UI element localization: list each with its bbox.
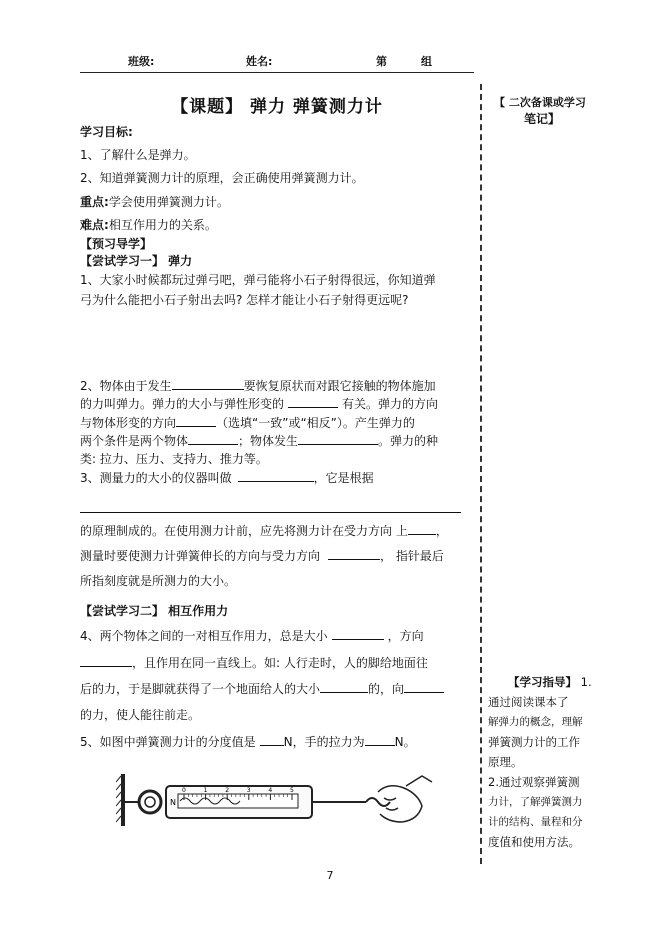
study-guide: [488, 672, 596, 852]
q4-line4: 的力，使人能往前走。: [80, 708, 201, 722]
difficulty: [80, 217, 474, 233]
key-label: 重点:: [80, 195, 109, 209]
blank[interactable]: [80, 655, 132, 667]
q2-line1: 2、物体由于发生 要恢复原状而对跟它接触的物体施加: [80, 379, 436, 393]
scale-tick-label: 5: [290, 787, 294, 794]
q1-line1: 1、大家小时候都玩过弹弓吧，弹弓能将小石子射得很远，你知道弹: [80, 273, 436, 287]
blank[interactable]: [320, 681, 368, 693]
q2-line5: 类: 拉力、压力、支持力、推力等。: [80, 452, 268, 466]
notes-heading-line2: 笔记】: [524, 112, 561, 126]
goal-item-1: 1、了解什么是弹力。: [80, 148, 196, 162]
q3-line4: 所指刻度就是所测力的大小。: [80, 574, 237, 588]
blank[interactable]: [188, 433, 238, 445]
q2-line3: 与物体形变的方向 （选填“一致”或“相反”）。产生弹力的: [80, 416, 415, 430]
unit-label: N: [170, 798, 176, 807]
q4-line3: 后的力，于是脚就获得了一个地面给人的大小 的，向: [80, 681, 474, 697]
wall-hatch: [116, 774, 125, 826]
q1-line2: 弓为什么能把小石子射出去吗? 怎样才能让小石子射得更远呢?: [80, 293, 409, 307]
ring-icon: [139, 791, 161, 813]
q3-line3: 测量时要使测力计弹簧伸长的方向与受力方向 ， 指针最后: [80, 549, 444, 563]
q3-line2: 的原理制成的。在使用测力计前，应先将测力计在受力方向 上 ，: [80, 524, 448, 538]
guide-line: 2.通过观察弹簧测: [488, 775, 580, 789]
difficulty-label: 难点:: [80, 218, 109, 232]
blank[interactable]: [176, 415, 216, 427]
answer-rule[interactable]: [80, 512, 461, 513]
q3-line1: 3、测量力的大小的仪器叫做 ，它是根据: [80, 471, 374, 485]
page-number: 7: [326, 869, 334, 882]
blank[interactable]: [408, 523, 436, 535]
page-title: 【课题】 弹力 弹簧测力计: [171, 97, 383, 117]
blank[interactable]: [404, 681, 444, 693]
guide-line: 弹簧测力计的工作: [488, 735, 580, 749]
blank[interactable]: [172, 378, 244, 390]
guide-line: 力计，了解弹簧测力: [488, 796, 583, 808]
group-prefix: 第: [376, 55, 387, 68]
spring-scale-figure: [116, 768, 436, 832]
blank[interactable]: [332, 628, 384, 640]
blank[interactable]: [365, 734, 395, 746]
scale-tick-label: 3: [246, 787, 251, 794]
name-label: 姓名:: [246, 55, 273, 68]
blank[interactable]: [260, 734, 284, 746]
blank[interactable]: [238, 470, 314, 482]
preview-heading: 【预习导学】: [80, 237, 153, 251]
guide-label: 【学习指导】: [508, 675, 577, 689]
section1-heading: 【尝试学习一】 弹力: [80, 254, 193, 268]
goal-item-2: 2、知道弹簧测力计的原理，会正确使用弹簧测力计。: [80, 171, 364, 185]
hand-icon: [378, 776, 432, 822]
q2-line2: 的力叫弹力。弹力的大小与弹性形变的 有关。弹力的方向: [80, 397, 439, 411]
guide-line: 计的结构、量程和分: [488, 816, 583, 828]
q5-line: 5、如图中弹簧测力计的分度值是 N，手的拉力为 N。: [80, 735, 416, 749]
scale-tick-label: 2: [225, 787, 230, 794]
guide-line: 通过阅读课本了: [488, 695, 569, 709]
notes-heading-line1: 【 二次备课或学习: [494, 96, 586, 109]
group-suffix: 组: [421, 55, 432, 68]
goals-heading: 学习目标:: [80, 125, 133, 139]
key-text: 学会使用弹簧测力计。: [108, 195, 229, 209]
q2-line4: 两个条件是两个物体 ；物体发生 。弹力的种: [80, 434, 439, 448]
header-rule: [80, 72, 474, 73]
guide-line: 原理。: [488, 755, 523, 769]
difficulty-text: 相互作用力的关系。: [108, 218, 217, 232]
guide-line: 解弹力的概念，理解: [488, 716, 583, 728]
scale-tick-label: 0: [182, 787, 186, 794]
column-divider: [480, 84, 482, 864]
guide-line: 1.: [580, 675, 592, 689]
scale-tick-label: 1: [203, 787, 208, 794]
section2-heading: 【尝试学习二】 相互作用力: [80, 604, 229, 618]
blank[interactable]: [328, 548, 380, 560]
q4-line1: 4、两个物体之间的一对相互作用力，总是大小 ，方向: [80, 629, 424, 643]
key-point: [80, 194, 474, 210]
blank[interactable]: [288, 396, 338, 408]
blank[interactable]: [298, 433, 378, 445]
scale-tick-label: 4: [268, 787, 273, 794]
class-label: 班级:: [128, 55, 155, 68]
q4-line2: ，且作用在同一直线上。如: 人行走时，人的脚给地面往: [80, 655, 474, 671]
guide-line: 度值和使用方法。: [488, 835, 580, 849]
